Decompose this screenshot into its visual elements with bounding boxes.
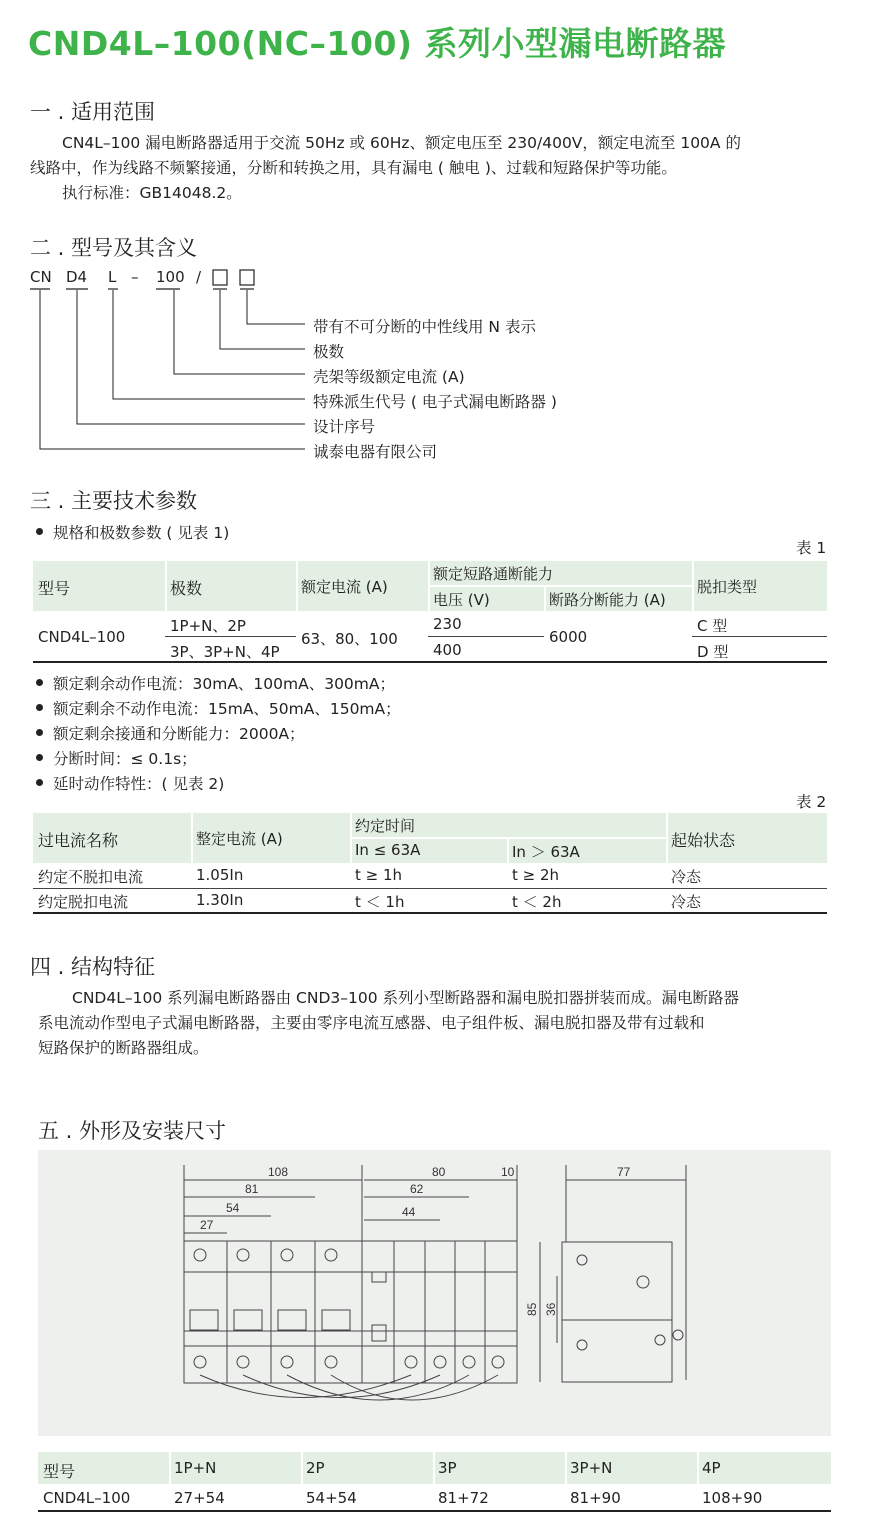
section-heading-dimensions: 五 . 外形及安装尺寸 [38,1119,227,1143]
t2-r2-name: 约定脱扣电流 [38,893,129,911]
t1-trip2: D 型 [697,643,729,661]
structure-para-line1: CND4L–100 系列漏电断路器由 CND3–100 系列小型断路器和漏电脱扣器拼装而成。漏电断路器 [72,989,740,1007]
t2-r1-t1: t ≥ 1h [355,866,403,884]
section-heading-model: 二 . 型号及其含义 [30,236,198,260]
code-100: 100 [156,268,185,286]
code-l: L [108,268,117,286]
t2-r2-state: 冷态 [671,893,702,911]
section-heading-params: 三 . 主要技术参数 [30,489,198,513]
dim-108: 108 [268,1165,289,1179]
section-heading-scope: 一 . 适用范围 [30,100,156,124]
scope-para-line2: 线路中，作为线路不频繁接通，分断和转换之用，具有漏电 ( 触电 )、过载和短路保护等功能。 [30,159,677,177]
code-slash: / [196,268,202,286]
t2-h-t2: In ＞ 63A [512,843,580,861]
dim-54: 54 [226,1201,240,1215]
t3-3p: 81+72 [438,1489,489,1507]
t2-r2-t1: t ＜ 1h [355,893,405,911]
meaning-design-serial: 设计序号 [313,418,376,436]
bullet-delay-text: 延时动作特性：( 见表 2) [53,775,225,793]
dim-10: 10 [501,1165,515,1179]
t1-model: CND4L–100 [38,628,126,646]
t2-r1-t2: t ≥ 2h [512,866,560,884]
meaning-neutral: 带有不可分断的中性线用 N 表示 [313,318,536,336]
t3-h-model: 型号 [43,1462,76,1481]
t3-h-4p: 4P [702,1459,721,1477]
t3-3pn: 81+90 [570,1489,621,1507]
t3-h-1pn: 1P+N [174,1459,217,1477]
t1-voltage1: 230 [433,615,462,633]
dim-81: 81 [245,1182,259,1196]
t3-4p: 108+90 [702,1489,763,1507]
t2-h-t1: In ≤ 63A [355,841,421,859]
t2-h-setting: 整定电流 (A) [196,830,283,848]
t3-h-3p: 3P [438,1459,457,1477]
t1-voltage2: 400 [433,641,462,659]
dim-44: 44 [402,1205,416,1219]
t2-h-state: 起始状态 [671,831,736,850]
dim-77: 77 [617,1165,631,1179]
page-title: CND4L–100(NC–100) 系列小型漏电断路器 [28,24,726,63]
structure-para-line3: 短路保护的断路器组成。 [38,1039,209,1057]
bullet-break-time-text: 分断时间：≤ 0.1s； [53,750,197,768]
bullet-spec-text: 规格和极数参数 ( 见表 1) [53,524,230,542]
dim-80: 80 [432,1165,446,1179]
scope-para-line1: CN4L–100 漏电断路器适用于交流 50Hz 或 60Hz、额定电压至 230/400V，额定电流至 100A 的 [62,134,741,152]
t1-current: 63、80、100 [301,630,398,648]
t1-h-model: 型号 [38,579,71,598]
t3-h-2p: 2P [306,1459,325,1477]
t1-h-capacity: 断路分断能力 (A) [549,591,666,609]
t3-h-3pn: 3P+N [570,1459,613,1477]
t2-h-time: 约定时间 [355,817,416,835]
table2-label: 表 2 [796,793,827,811]
t3-1pn: 27+54 [174,1489,225,1507]
scope-para-line3: 执行标准：GB14048.2。 [62,184,242,202]
dim-27: 27 [200,1218,214,1232]
bullet-residual-nonop-text: 额定剩余不动作电流：15mA、50mA、150mA； [53,700,401,718]
meaning-company: 诚泰电器有限公司 [313,443,438,461]
t1-trip1: C 型 [697,617,728,635]
t1-h-poles: 极数 [170,579,203,598]
t1-h-voltage: 电压 (V) [433,591,490,609]
dim-62: 62 [410,1182,424,1196]
bullet-residual-make-text: 额定剩余接通和分断能力：2000A； [53,725,305,743]
t1-h-current: 额定电流 (A) [301,578,388,596]
code-cn: CN [30,268,52,286]
t2-r2-setting: 1.30In [196,891,244,909]
meaning-frame-current: 壳架等级额定电流 (A) [313,368,465,386]
t1-poles2: 3P、3P+N、4P [170,643,280,661]
section-heading-structure: 四 . 结构特征 [30,955,156,979]
t1-h-trip: 脱扣类型 [697,578,758,596]
t2-r1-name: 约定不脱扣电流 [38,868,144,886]
dim-36: 36 [544,1302,558,1316]
t2-r2-t2: t ＜ 2h [512,893,562,911]
dim-85: 85 [525,1302,539,1316]
t1-capacity: 6000 [549,628,588,646]
meaning-poles: 极数 [313,343,345,361]
t2-r1-setting: 1.05In [196,866,244,884]
t1-poles1: 1P+N、2P [170,617,246,635]
table1-label: 表 1 [796,539,827,557]
bullet-residual-op-text: 额定剩余动作电流：30mA、100mA、300mA； [53,675,395,693]
t2-h-name: 过电流名称 [38,831,119,850]
t3-model: CND4L–100 [43,1489,131,1507]
code-d4: D4 [66,268,88,286]
t2-r1-state: 冷态 [671,868,702,886]
t1-h-breaking: 额定短路通断能力 [433,565,554,583]
structure-para-line2: 系电流动作型电子式漏电断路器，主要由零序电流互感器、电子组件板、漏电脱扣器及带有过载和 [38,1014,705,1032]
code-dash: – [131,268,139,286]
meaning-special-code: 特殊派生代号 ( 电子式漏电断路器 ) [313,393,557,411]
t3-2p: 54+54 [306,1489,357,1507]
